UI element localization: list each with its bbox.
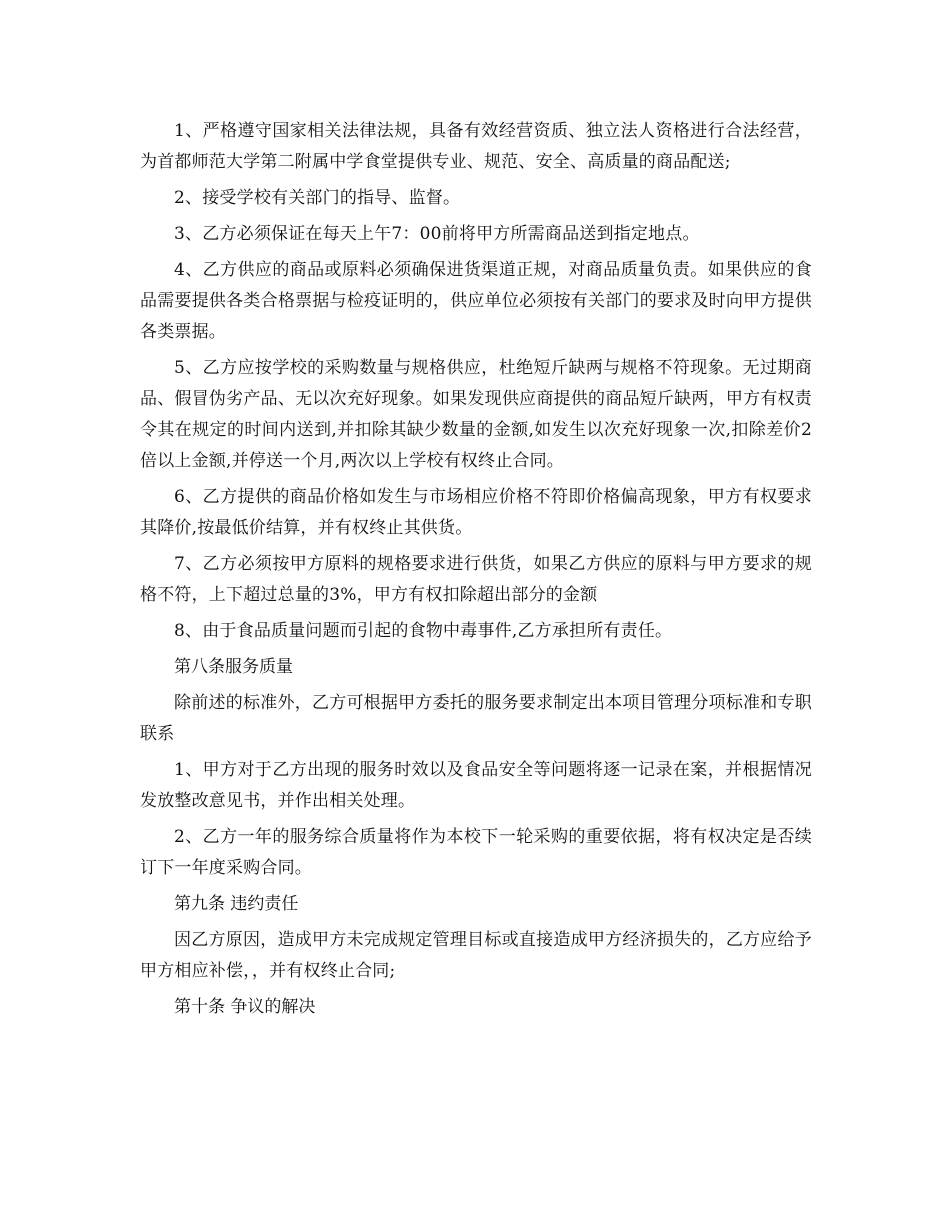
article-8-item-2: 2、乙方一年的服务综合质量将作为本校下一轮采购的重要依据，将有权决定是否续订下一年度采购合同。 [140,827,812,878]
clause-4: 4、乙方供应的商品或原料必须确保进货渠道正规，对商品质量负责。如果供应的食品需要提供各类合格票据与检疫证明的，供应单位必须按有关部门的要求及时向甲方提供各类票据。 [140,260,812,342]
clause-1: 1、严格遵守国家相关法律法规，具备有效经营资质、独立法人资格进行合法经营，为首都师范大学第二附属中学食堂提供专业、规范、安全、高质量的商品配送; [140,121,812,172]
article-10-title: 第十条 争议的解决 [174,997,316,1017]
clause-7: 7、乙方必须按甲方原料的规格要求进行供货，如果乙方供应的原料与甲方要求的规格不符，上下超过总量的3%，甲方有权扣除超出部分的金额 [140,554,812,605]
clause-2: 2、接受学校有关部门的指导、监督。 [174,188,461,208]
article-8-intro: 除前述的标准外，乙方可根据甲方委托的服务要求制定出本项目管理分项标准和专职联系 [140,693,812,744]
document-body [140,116,812,1028]
clause-3: 3、乙方必须保证在每天上午7：00前将甲方所需商品送到指定地点。 [174,224,700,244]
clause-5: 5、乙方应按学校的采购数量与规格供应，杜绝短斤缺两与规格不符现象。无过期商品、假冒伪劣产品、无以次充好现象。如果发现供应商提供的商品短斤缺两，甲方有权责令其在规定的时间内送到,并扣除其缺少数量的金额,如发生以次充好现象一次,扣除差价2倍以上金额,并停送一个月,两次以上学校有权终止合同。 [140,358,812,471]
article-8-title: 第八条服务质量 [174,657,293,677]
article-9-title: 第九条 违约责任 [174,894,299,914]
clause-8: 8、由于食品质量问题而引起的食物中毒事件,乙方承担所有责任。 [174,621,673,641]
article-9-text: 因乙方原因，造成甲方未完成规定管理目标或直接造成甲方经济损失的，乙方应给予甲方相应补偿，，并有权终止合同; [140,930,812,981]
clause-6: 6、乙方提供的商品价格如发生与市场相应价格不符即价格偏高现象，甲方有权要求其降价,按最低价结算，并有权终止其供货。 [140,487,812,538]
article-8-item-1: 1、甲方对于乙方出现的服务时效以及食品安全等问题将逐一记录在案，并根据情况发放整改意见书，并作出相关处理。 [140,760,812,811]
